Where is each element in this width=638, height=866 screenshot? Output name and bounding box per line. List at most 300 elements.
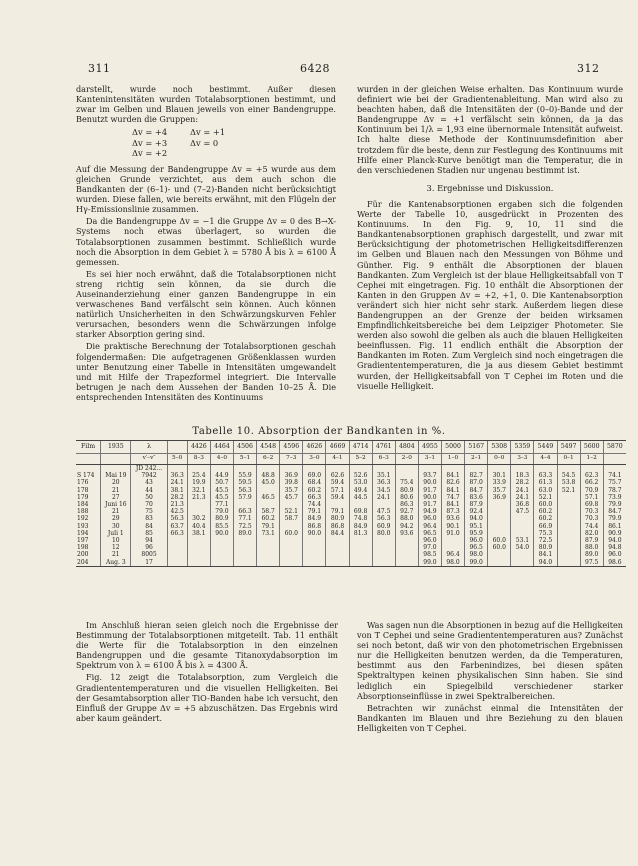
table-cell: 79.1 [326, 508, 349, 515]
table-row [76, 544, 626, 551]
table-cell [257, 551, 280, 558]
table-cell [326, 465, 349, 473]
table-cell: 85 [131, 530, 167, 537]
table-cell: 200 [77, 551, 89, 559]
header-cell: 5600 [580, 441, 603, 454]
header-cell: 5–2 [349, 454, 372, 465]
table-cell: 21 [101, 508, 131, 515]
table-cell [187, 508, 210, 515]
table-cell: 94.9 [418, 508, 441, 515]
table-cell [234, 465, 257, 473]
table-cell: S 174 [77, 472, 95, 480]
table-cell [488, 523, 511, 530]
table-cell [257, 544, 280, 551]
table-cell [488, 530, 511, 537]
table-cell: 30.1 [488, 472, 511, 479]
table-cell: 90.0 [210, 530, 233, 537]
table-cell: 84.9 [303, 515, 326, 522]
table-cell: 59.4 [326, 479, 349, 486]
header-cell: Film [76, 441, 101, 454]
table-cell: 21.3 [167, 501, 187, 508]
table-cell: 94.8 [603, 544, 626, 551]
equation-block [132, 127, 336, 159]
table-cell: 89.0 [580, 551, 603, 558]
table-cell [349, 537, 372, 544]
table-cell: 45.5 [210, 487, 233, 494]
table-cell: 204 [76, 559, 101, 567]
table-cell [326, 501, 349, 508]
header-cell: 5–1 [234, 454, 257, 465]
header-cell: 0–1 [557, 454, 580, 465]
table-cell: 63.7 [167, 523, 187, 530]
table-cell [303, 559, 326, 567]
table-cell: 35.7 [488, 487, 511, 494]
table-cell: 96.0 [603, 551, 626, 558]
header-cell: 4596 [280, 441, 303, 454]
table-cell: 90.1 [441, 523, 464, 530]
table-cell [187, 465, 210, 473]
header-cell: 3–0 [303, 454, 326, 465]
table-cell [395, 559, 418, 567]
table-cell: 17 [131, 559, 167, 567]
table-cell: 87.3 [441, 508, 464, 515]
table-cell: 93.7 [418, 472, 441, 479]
table-cell: 81.3 [349, 530, 372, 537]
header-cell: 8–3 [187, 454, 210, 465]
table-cell: 53.1 [511, 537, 534, 544]
table-cell: 79.1 [257, 523, 280, 530]
table-cell: 52.1 [557, 487, 580, 494]
table-cell: 75.7 [603, 479, 626, 486]
table-cell: 25.4 [187, 472, 210, 479]
table-cell [557, 544, 580, 551]
header-cell: 5308 [488, 441, 511, 454]
table-cell: 83 [131, 515, 167, 522]
table-cell [303, 544, 326, 551]
table-cell: 86.8 [303, 523, 326, 530]
table-cell: 96.0 [418, 515, 441, 522]
table-cell [349, 559, 372, 567]
table-cell: 91.7 [418, 501, 441, 508]
table-header-row [76, 441, 626, 454]
table-cell [511, 559, 534, 567]
table-cell: 60.2 [534, 515, 557, 522]
bottom-left-column [76, 620, 338, 725]
table-cell: 96 [131, 544, 167, 551]
table-cell: 68.4 [303, 479, 326, 486]
table-cell: 63.0 [534, 487, 557, 494]
table-cell: 92.4 [465, 508, 488, 515]
table-cell [210, 551, 233, 558]
table-cell: 66.3 [303, 494, 326, 501]
table-cell [187, 544, 210, 551]
table-cell: 97.5 [580, 559, 603, 567]
table-cell: 96.4 [418, 523, 441, 530]
table-cell: 96.4 [441, 551, 464, 558]
table-cell [280, 559, 303, 567]
table-cell: 59.4 [326, 494, 349, 501]
table-cell: 98.6 [603, 559, 626, 567]
table-cell [557, 465, 580, 473]
table-cell: 60.0 [488, 537, 511, 544]
table-cell [326, 551, 349, 558]
table-cell [488, 551, 511, 558]
table-cell [326, 537, 349, 544]
table-row [76, 537, 626, 544]
table-cell [257, 487, 280, 494]
table-cell: 88.0 [580, 544, 603, 551]
table-cell: 36.3 [372, 479, 395, 486]
table-cell: 54.5 [557, 472, 580, 479]
table-cell: 92.7 [395, 508, 418, 515]
table-cell [257, 501, 280, 508]
table-cell: 74.4 [580, 523, 603, 530]
table-cell: 98.5 [418, 551, 441, 558]
table-cell [395, 465, 418, 473]
table-cell: 69.8 [580, 501, 603, 508]
table-cell [303, 465, 326, 473]
header-cell [603, 454, 626, 465]
table-cell [372, 537, 395, 544]
table-cell: 75 [131, 508, 167, 515]
header-cell: 5–0 [167, 454, 187, 465]
table-cell: Juli 1 [101, 530, 131, 537]
table-cell [257, 465, 280, 473]
header-cell: 5497 [557, 441, 580, 454]
table-cell [372, 501, 395, 508]
table-cell: 197 [77, 537, 89, 545]
table-cell: 35.7 [280, 487, 303, 494]
paragraph: Es sei hier noch erwähnt, daß die Totalabsorptionen nicht streng richtig sein können, da sie durch die Auseinanderziehung einer ganzen Bandengruppe in ein verwaschenes Band verfälscht sein können. Auch können natürlich Unsicherheiten in den Schwärzungskurven Fehler verursachen, besonders wenn die Schwärzungen infolge starker Absorption gering sind. [76, 268, 336, 340]
table-cell [234, 551, 257, 558]
table-cell [511, 523, 534, 530]
table-cell: JD 242... [131, 465, 167, 473]
table-cell: 86.1 [603, 523, 626, 530]
table-cell: 32.1 [187, 487, 210, 494]
table-cell [257, 537, 280, 544]
table-row [76, 551, 626, 558]
table-cell: 87.9 [580, 537, 603, 544]
right-column [357, 84, 623, 393]
table-cell: 93.6 [441, 515, 464, 522]
table-cell [210, 465, 233, 473]
table-cell [303, 537, 326, 544]
table-cell [557, 515, 580, 522]
header-cell: 1935 [101, 441, 131, 454]
table-cell: 47.5 [511, 508, 534, 515]
header-cell: 1–0 [441, 454, 464, 465]
header-cell: 0–0 [488, 454, 511, 465]
equation: Δv = +2 [132, 148, 168, 159]
table-cell: 60.2 [257, 515, 280, 522]
table-cell: 82.7 [465, 472, 488, 479]
table-row [76, 515, 626, 522]
header-cell: 6–3 [372, 454, 395, 465]
table-cell [210, 537, 233, 544]
header-cell: λ [131, 441, 167, 454]
table-cell: 56.3 [234, 487, 257, 494]
table-cell: Mai 19 [101, 472, 131, 479]
table-cell [511, 465, 534, 473]
table-cell [234, 559, 257, 567]
table-cell: 77.1 [210, 501, 233, 508]
absorption-table [76, 440, 626, 567]
table-cell: 52.6 [349, 472, 372, 479]
table-cell [488, 559, 511, 567]
table-cell: 70.3 [580, 515, 603, 522]
table-cell: 84.7 [465, 487, 488, 494]
paragraph: Betrachten wir zunächst einmal die Intensitäten der Bandkanten im Blauen und ihre Beziehung zu den blauen Helligkeiten von T Cephei. [357, 702, 623, 733]
table-cell: 99.0 [418, 559, 441, 567]
table-cell: 60.0 [280, 530, 303, 537]
header-cell: 5359 [511, 441, 534, 454]
table-cell: 89.0 [234, 530, 257, 537]
header-cell: 4804 [395, 441, 418, 454]
table-cell: 79.1 [303, 508, 326, 515]
table-cell: 57.9 [234, 494, 257, 501]
equation: Δv = 0 [190, 137, 219, 148]
table-cell: 48.8 [257, 472, 280, 479]
paragraph: Auf die Messung der Bandengruppe Δv = +5 wurde aus dem gleichen Grunde verzichtet, aus dem auch schon die Bandkanten der (6–1)- und (7–2)-Banden nicht berücksichtigt wurden. Diese fallen, wie bereits erwähnt, mit den Flügeln der Hγ-Emissionslinie zusammen. [76, 163, 336, 215]
paragraph: Im Anschluß hieran seien gleich noch die Ergebnisse der Bestimmung der Totalabsorptionen mitgeteilt. Tab. 11 enthält die Werte für die Totalabsorption in den einzelnen Bandengruppen und die gesamte Titanoxydabsorption im Spektrum von λ = 6100 Å bis λ = 4300 Å. [76, 620, 338, 671]
table-cell: 178 [77, 486, 89, 494]
table-cell [511, 530, 534, 537]
table-cell [557, 559, 580, 567]
table-cell: 80.9 [395, 487, 418, 494]
table-cell: 62.3 [580, 472, 603, 479]
paragraph: Für die Kantenabsorptionen ergaben sich die folgenden Werte der Tabelle 10, ausgedrückt in Prozenten des Kontinuums. In den Fig. 9, 10, 11 sind die Bandkantenabsorptionen graphisch dargestellt, und zwar mit Berücksichtigung der photometrischen Helligkeitsdifferenzen im Gelben und Blauen nach den Messungen von Böhme und Günther. Fig. 9 enthält die Absorptionen der blauen Bandkanten. Zum Vergleich ist der blaue Helligkeitsabfall von T Cephei mit eingetragen. Fig. 10 enthält die Absorptionen der Kanten in den Gruppen Δv = +2, +1, 0. Die Kantenabsorption verändert sich hier nicht sehr stark. Außerdem liegen diese Bandengruppen an der Grenze der beiden wirksamen Empfindlichkeitsbereiche bei dem Leipziger Photometer. Sie werden also sowohl die gelben als auch die blauen Helligkeiten beeinflussen. Fig. 11 endlich enthält die Absorption der Bandkanten im Roten. Zum Vergleich sind noch eingetragen die Gradiententemperaturen, die ja aus diesem Gebiet bestimmt wurden, der Helligkeitsabfall von T Cephei im Roten und die visuelle Helligkeit. [357, 198, 623, 391]
table-cell: 46.5 [257, 494, 280, 501]
table-cell: 34.5 [372, 487, 395, 494]
table-cell: 94 [131, 537, 167, 544]
table-cell [280, 523, 303, 530]
table-cell: 50.7 [210, 479, 233, 486]
table-cell: 61.3 [534, 479, 557, 486]
table-cell: 60.2 [534, 508, 557, 515]
table-cell: 96.0 [465, 537, 488, 544]
table-cell: 84 [131, 523, 167, 530]
table-cell: 47.5 [372, 508, 395, 515]
table-cell: 74.7 [441, 494, 464, 501]
paragraph: wurden in der gleichen Weise erhalten. Das Kontinuum wurde definiert wie bei der Gradientenableitung. Man wird also zu beachten haben, daß die Intensitäten der (0–0)-Bande und der Bandengruppe Δv = +1 verfälscht sein können, da ja das Kontinuum bei 1/λ = 1,93 eine übernormale Intensität aufweist. Ich halte diese Methode der Kontinuumsdefinition aber trotzdem für die beste, denn zur Festlegung des Kontinuums mit Hilfe einer Planck-Kurve benötigt man die Temperatur, die in den verschiedenen Stadien nur ungenau bestimmt ist. [357, 84, 623, 175]
column-number-center: 6428 [300, 62, 330, 75]
table-cell [557, 501, 580, 508]
table-cell: 192 [77, 515, 89, 523]
table-cell: 90.0 [303, 530, 326, 537]
table-cell: 90.0 [418, 494, 441, 501]
table-cell: 75.4 [395, 479, 418, 486]
table-cell: 90.0 [418, 479, 441, 486]
table-cell: 8005 [131, 551, 167, 558]
table-cell [395, 472, 418, 479]
table-row [76, 559, 626, 567]
table-cell: 80.9 [534, 544, 557, 551]
table-cell: 70 [131, 501, 167, 508]
table-cell: 74.4 [303, 501, 326, 508]
table-cell [326, 559, 349, 567]
table-cell: 84.1 [441, 472, 464, 479]
table-cell: 55.9 [234, 472, 257, 479]
table-cell: 36.3 [167, 472, 187, 479]
table-cell [101, 465, 131, 473]
table-cell: 69.0 [303, 472, 326, 479]
table-cell: 28.2 [167, 494, 187, 501]
header-cell: 4–0 [210, 454, 233, 465]
table-cell: 97.0 [418, 544, 441, 551]
table-cell: 19.9 [187, 479, 210, 486]
table-cell: 24.1 [372, 494, 395, 501]
table-row [76, 508, 626, 515]
table-cell: 74.8 [349, 515, 372, 522]
table-cell: 42.5 [167, 508, 187, 515]
table-row [76, 487, 626, 494]
header-cell: 7–3 [280, 454, 303, 465]
table-cell: 86.3 [395, 501, 418, 508]
table-cell: 63.3 [534, 472, 557, 479]
table-cell: 72.5 [234, 523, 257, 530]
table-cell [280, 551, 303, 558]
header-cell: 6–2 [257, 454, 280, 465]
table-cell [280, 501, 303, 508]
table-cell: 50 [131, 494, 167, 501]
table-cell [234, 537, 257, 544]
table-cell: 52.1 [280, 508, 303, 515]
table-cell: 44.5 [349, 494, 372, 501]
table-cell: 56.3 [372, 515, 395, 522]
table-cell: 70.9 [580, 487, 603, 494]
header-cell: 5449 [534, 441, 557, 454]
header-cell: 5000 [441, 441, 464, 454]
table-cell [395, 537, 418, 544]
table-cell: 96.5 [465, 544, 488, 551]
bottom-right-column [357, 620, 623, 735]
table-cell: 21 [101, 551, 131, 558]
table-cell: 80.0 [372, 530, 395, 537]
table-cell: 66.3 [167, 530, 187, 537]
table-cell: 18.3 [511, 472, 534, 479]
table-cell: 60.2 [303, 487, 326, 494]
header-cell: 2–1 [465, 454, 488, 465]
table-cell: 78.7 [603, 487, 626, 494]
table-cell: 80.6 [395, 494, 418, 501]
table-cell [167, 544, 187, 551]
header-cell: 4506 [234, 441, 257, 454]
table-cell [488, 501, 511, 508]
table-cell [303, 551, 326, 558]
table-cell: 60.0 [534, 501, 557, 508]
table-cell: 84.9 [349, 523, 372, 530]
table-cell: 59.5 [234, 479, 257, 486]
header-cell: 4464 [210, 441, 233, 454]
table-row [76, 501, 626, 508]
header-cell: 4669 [326, 441, 349, 454]
table-cell [372, 544, 395, 551]
table-cell: 91.0 [441, 530, 464, 537]
table-cell: 75.3 [534, 530, 557, 537]
table-cell [187, 551, 210, 558]
table-row [76, 523, 626, 530]
table-cell [557, 537, 580, 544]
table-cell [557, 551, 580, 558]
table-row [76, 530, 626, 537]
table-cell [280, 544, 303, 551]
table-cell [280, 537, 303, 544]
table-cell: 96.5 [418, 530, 441, 537]
table-cell: 85.5 [210, 523, 233, 530]
table-cell: 66.2 [580, 479, 603, 486]
table-cell [465, 465, 488, 473]
table-cell: 36.9 [488, 494, 511, 501]
table-cell: 40.4 [187, 523, 210, 530]
header-cell: 3–3 [511, 454, 534, 465]
table-cell [167, 465, 187, 473]
equation: Δv = +1 [190, 127, 226, 138]
table-cell: 66.3 [234, 508, 257, 515]
paragraph: Die praktische Berechnung der Totalabsorptionen geschah folgendermaßen: Die aufgetragenen Größenklassen wurden unter Benutzung einer Tabelle in Intensitäten umgewandelt und mit Hilfe der Trapezformel integriert. Die Intervalle betrugen je nach dem Aussehen der Banden 10–25 Å. Die entsprechenden Intensitäten des Kontinuums [76, 341, 336, 402]
table-cell: 43 [131, 479, 167, 486]
table-cell: 80.9 [210, 515, 233, 522]
table-cell [167, 537, 187, 544]
table-cell [234, 501, 257, 508]
table-cell: 84.7 [603, 508, 626, 515]
table-cell: 45.5 [210, 494, 233, 501]
table-cell: 79.9 [603, 501, 626, 508]
table-row [76, 472, 626, 479]
header-cell: 5167 [465, 441, 488, 454]
table-cell: 193 [77, 522, 89, 530]
equation: Δv = +4 [132, 127, 168, 138]
table-cell: 79.9 [603, 515, 626, 522]
table-cell: 24.1 [511, 494, 534, 501]
table-cell [167, 559, 187, 567]
equation: Δv = +3 [132, 137, 168, 148]
header-cell: 4–4 [534, 454, 557, 465]
table-cell: 98.0 [465, 551, 488, 558]
section-title: 3. Ergebnisse und Diskussion. [426, 182, 554, 193]
table-cell [557, 494, 580, 501]
header-cell: v′–v″ [131, 454, 167, 465]
table-cell: 53.8 [557, 479, 580, 486]
table-cell: 38.1 [187, 530, 210, 537]
table-cell [534, 465, 557, 473]
table-cell [418, 465, 441, 473]
table-cell: 21.3 [187, 494, 210, 501]
table-cell: 20 [101, 479, 131, 486]
table-cell: 10 [101, 537, 131, 544]
table-cell: 60.9 [372, 523, 395, 530]
table-cell: 179 [77, 493, 89, 501]
table-row [76, 465, 626, 473]
table-cell [557, 508, 580, 515]
table-header-row [76, 454, 626, 465]
table-cell: 44.9 [210, 472, 233, 479]
header-cell: 5870 [603, 441, 626, 454]
table-cell: 87.9 [465, 501, 488, 508]
page-number-left: 311 [88, 62, 111, 75]
table-cell: Juni 16 [101, 501, 131, 508]
header-cell: 3–1 [418, 454, 441, 465]
table-cell: 98.0 [441, 559, 464, 567]
table-cell: Aug. 3 [101, 559, 131, 567]
header-cell [167, 441, 187, 454]
table-cell: 36.9 [280, 472, 303, 479]
table-cell [280, 465, 303, 473]
left-column [76, 84, 336, 404]
table-cell [488, 508, 511, 515]
table-cell [580, 465, 603, 473]
table-cell [372, 465, 395, 473]
table-cell: 198 [77, 544, 89, 552]
